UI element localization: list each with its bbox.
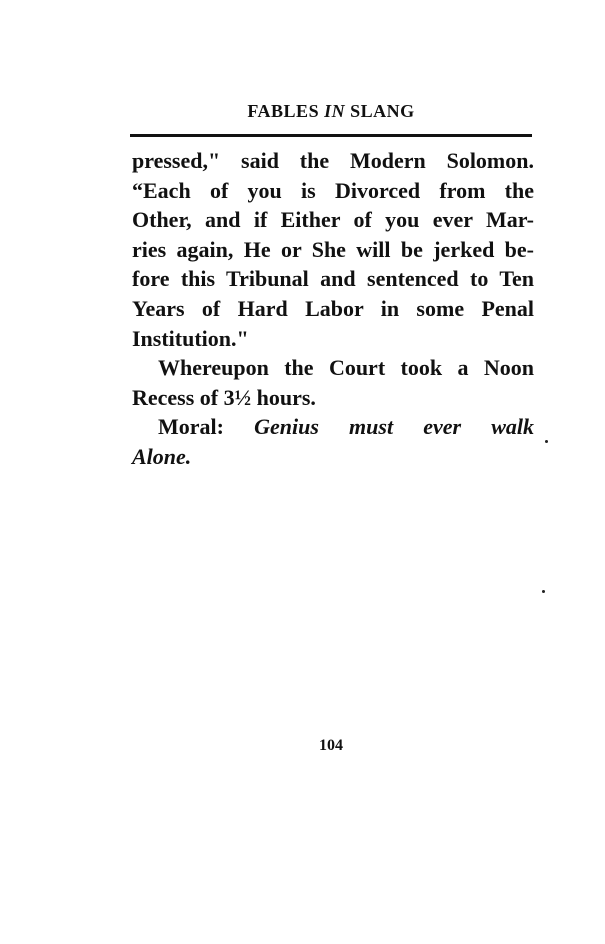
- text-line: Years of Hard Labor in some Penal: [132, 295, 534, 321]
- moral-text-continuation: Alone.: [132, 443, 192, 469]
- print-speck: [542, 590, 545, 593]
- text-line: Recess of 3½ hours.: [132, 384, 316, 410]
- text-line: fore this Tribunal and sentenced to Ten: [132, 266, 534, 292]
- header-rule: [130, 134, 532, 137]
- text-line: Whereupon the Court took a Noon: [158, 355, 534, 381]
- moral-label: Moral:: [158, 414, 224, 440]
- text-line: Institution.": [132, 325, 249, 351]
- page-number: 104: [319, 737, 343, 754]
- text-line: “Each of you is Divorced from the: [132, 177, 534, 203]
- running-head-part1: FABLES: [247, 101, 320, 121]
- running-head: [130, 101, 532, 122]
- text-line: ries again, He or She will be jerked be-: [132, 236, 534, 262]
- body-text: [132, 146, 534, 472]
- moral-text: Genius must ever walk: [254, 414, 534, 440]
- text-line: pressed," said the Modern Solomon.: [132, 148, 534, 173]
- print-speck: [545, 440, 548, 443]
- running-head-part3: SLANG: [350, 101, 415, 121]
- moral-line: [132, 412, 534, 442]
- text-line: Other, and if Either of you ever Mar-: [132, 207, 534, 233]
- running-head-part2: IN: [324, 101, 346, 121]
